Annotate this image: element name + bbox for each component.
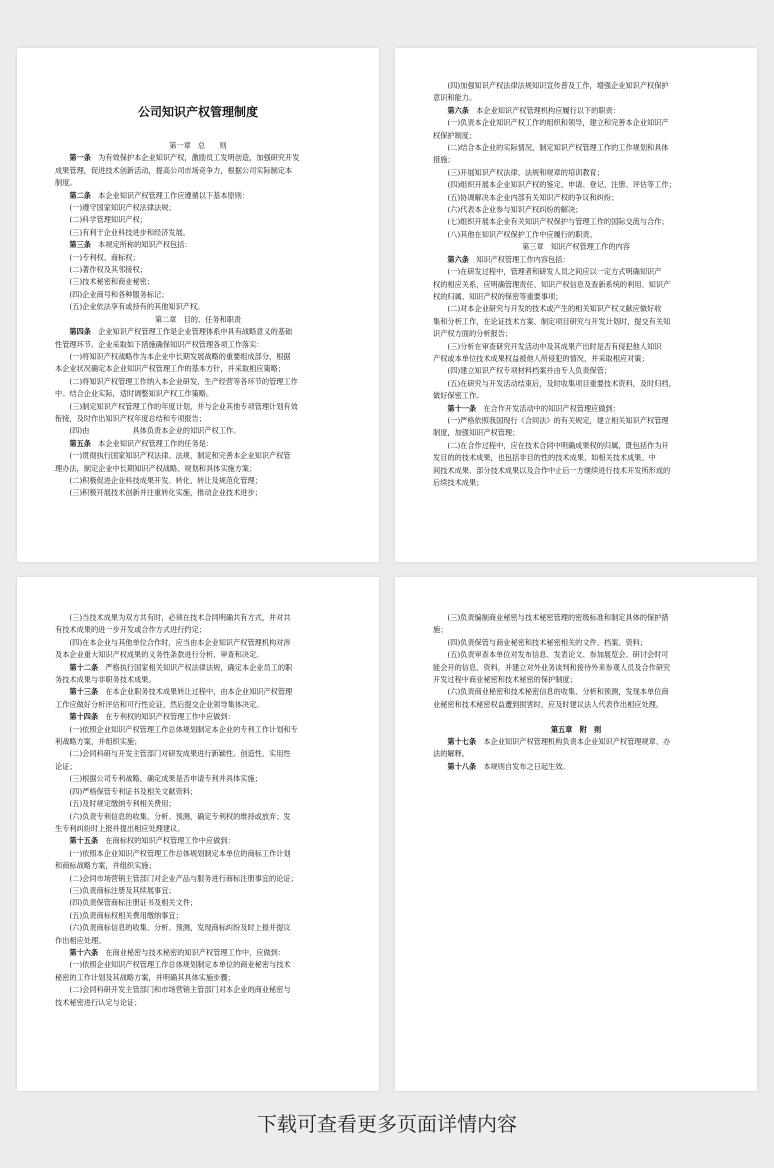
text-line: (一)将知识产权战略作为本企业中长期发展战略的重要组成部分，根据 xyxy=(55,351,291,361)
text-line: (三)分析在审查研究开发活动中及其成果产出时是否有侵犯他人知识 xyxy=(433,341,662,351)
text-line: 和商标战略方案，并组织实施； xyxy=(55,861,156,871)
page-text xyxy=(433,80,719,489)
text-line: (一)遵守国家知识产权法律法规； xyxy=(55,203,176,213)
text-line: (六)负责商业秘密和技术秘密信息的收集、分析和预测，发现本单位商 xyxy=(433,687,669,697)
text-line: (四)负责保管与商业秘密和技术秘密相关的文件、档案、资料； xyxy=(433,637,648,647)
document-page-4 xyxy=(395,577,757,1091)
text-line: (四)企业商号和各种服务标记； xyxy=(55,289,169,299)
text-line: 开发过程中商业秘密和技术秘密的保护制度； xyxy=(433,675,577,685)
text-line: (五)及时规定缴纳专利相关费用； xyxy=(55,799,176,809)
text-line: 做好保密工作。 xyxy=(433,391,484,401)
text-line: 集和分析工作，在论证技术方案、制定项目研究与开发计划时，提交有关知 xyxy=(433,316,671,326)
text-line: 识产权方面的分析报告； xyxy=(433,329,513,339)
text-line: 第十四条 在专利权的知识产权管理工作中应做到： xyxy=(69,712,235,722)
text-line: (二)将知识产权管理工作纳入本企业研发、生产经营等各环节的管理工作 xyxy=(55,376,298,386)
text-line: 第六条 本企业知识产权管理机构应履行以下的职责： xyxy=(447,105,620,115)
text-line: (三)负责编制商业秘密与技术秘密管理的密级标准和制定具体的保护措 xyxy=(433,613,669,622)
text-line: 第十三条 在本企业职务技术成果转让过程中，由本企业知识产权管理 xyxy=(69,687,293,697)
text-line: 有技术成果的进一步开发或合作方式进行约定； xyxy=(55,625,206,635)
text-line: 第一条 为有效保护本企业知识产权，激励员工发明创造，加强研究开发 xyxy=(69,153,300,163)
document-page-2 xyxy=(395,48,757,562)
chapter-heading: 第三章 知识产权管理工作的内容 xyxy=(522,242,630,252)
text-line: 第十八条 本规则自发布之日起生效。 xyxy=(447,761,570,771)
text-line: (二)科学管理知识产权； xyxy=(55,215,147,225)
text-line: (一)负责本企业知识产权工作的组织和领导，建立和完善本企业知识产 xyxy=(433,118,669,128)
text-line: 利战略方案，并组织实施； xyxy=(55,737,142,747)
text-line: (二)对本企业研究与开发的技术或产生的相关知识产权文献应做好收 xyxy=(433,304,662,314)
text-line: 秘密的工作计划及其战略方案，并明确其具体实施步骤； xyxy=(55,972,235,982)
text-line: 第四条 企业知识产权管理工作是企业管理体系中具有战略意义的基础 xyxy=(69,327,293,337)
text-line: (四)组织开展本企业知识产权的鉴定、申请、登记、注册、评估等工作； xyxy=(433,180,676,190)
text-line: (五)负责审查本单位对发布信息、发表论文、参加展览会、研讨会时可 xyxy=(433,650,669,660)
text-line: 第二条 本企业知识产权管理工作应遵循以下基本原则： xyxy=(69,190,250,200)
document-page-3 xyxy=(17,577,379,1091)
document-page-1 xyxy=(17,48,379,562)
text-line: (二)会同市场营销主管部门对企业产品与服务进行商标注册事宜的论证； xyxy=(55,873,298,883)
text-line: 作出相应处理。 xyxy=(55,935,106,945)
text-line: (四)加强知识产权法律法规知识宣传普及工作，增强企业知识产权保护 xyxy=(433,81,669,90)
text-line: (四)由 具体负责本企业的知识产权工作。 xyxy=(55,426,241,436)
chapter-heading: 第五章 附 则 xyxy=(550,724,602,734)
text-line: (一)依照企业知识产权管理工作总体规划制定本企业的专利工作计划和专 xyxy=(55,724,298,734)
page-text xyxy=(55,140,341,500)
text-line: (三)积极开展技术创新并注重转化实施，推动企业技术进步； xyxy=(55,488,262,498)
text-line: (三)负责商标注册及其续展事宜； xyxy=(55,885,176,895)
text-line: (六)代表本企业参与知识产权纠纷的解决； xyxy=(433,205,583,215)
document-title: 公司知识产权管理制度 xyxy=(137,105,258,119)
text-line: (三)技术秘密和商业秘密； xyxy=(55,277,155,287)
text-line: 产权或本单位技术成果权益被他人所侵犯的情况，并采取相应对策； xyxy=(433,353,649,363)
text-line: 技术秘密进行认定与论证； xyxy=(55,997,142,1007)
text-line: 本企业状况确定本企业知识产权管理工作的基本方针，并采取相应策略； xyxy=(55,364,286,374)
text-line: 第十七条 本企业知识产权管理机构负责本企业知识产权管理规章、办 xyxy=(447,737,671,747)
text-line: (三)当技术成果为双方共有时，必须在技术合同明确共有方式，并对共 xyxy=(55,613,291,622)
text-line: 权的相应关系，应明确管理责任、知识产权信息及查新系统的利用、知识产 xyxy=(433,279,671,289)
text-line: (一)贯彻执行国家知识产权法律、法规，制定和完善本企业知识产权管 xyxy=(55,451,291,461)
text-line: 工作应做好分析评估和可行性论证，然后提交企业领导集体决定。 xyxy=(55,699,264,709)
text-line: (七)组织开展本企业有关知识产权保护与管理工作的国际交流与合作； xyxy=(433,217,669,227)
text-line: 第十二条 严格执行国家相关知识产权法律法规，确定本企业员工的职 xyxy=(69,662,293,672)
text-line: 论证； xyxy=(55,761,77,771)
text-line: 第五条 本企业知识产权管理工作的任务是： xyxy=(69,438,214,448)
text-line: (五)企业依法享有或持有的其他知识产权。 xyxy=(55,302,205,312)
text-line: 中。结合企业实际，适时调整知识产权工作策略。 xyxy=(55,389,214,399)
text-line: 制度，加强知识产权管理； xyxy=(433,428,520,438)
text-line: (二)会同科研开发主管部门和市场营销主管部门对本企业的商业秘密与 xyxy=(55,985,291,995)
text-line: (四)负责保管商标注册证书及相关文件； xyxy=(55,898,198,908)
text-line: (一)专利权、商标权； xyxy=(55,252,140,262)
text-line: 后续技术成果； xyxy=(433,478,484,487)
text-line: 权的归属、知识产权的保密等重要事项； xyxy=(433,291,563,301)
text-line: (三)制定知识产权管理工作的年度计划，并与企业其他专项管理计划有效 xyxy=(55,401,298,411)
text-line: 间技术成果、部分技术成果以及合作中止后一方继续进行技术开发所形成的 xyxy=(433,465,671,475)
text-line: 意识和能力。 xyxy=(433,93,477,103)
text-line: 衔接，及时作出知识产权年度总结和专项报告； xyxy=(55,413,206,423)
text-line: (二)在合作过程中，应在技术合同中明确成果权的归属，既包括作为开 xyxy=(433,440,669,450)
text-line: (六)负责专利信息的收集、分析、预测，确定专利权的维持或放弃；发 xyxy=(55,811,291,821)
text-line: 能会开的信息、资料，并建立对外业务谈判和接待外来参观人员及合作研究 xyxy=(433,662,671,672)
text-line: 生专利纠纷时上报并提出相应处理建议。 xyxy=(55,823,185,833)
chapter-heading: 第一章 总 则 xyxy=(169,141,227,150)
text-line xyxy=(433,711,719,723)
text-line: 法的解释。 xyxy=(433,749,469,759)
text-line: (五)协调解决本企业内部有关知识产权的争议和纠纷； xyxy=(433,192,619,202)
download-more-link[interactable]: 下载可查看更多页面详情内容 xyxy=(257,1112,517,1136)
text-line: (一)在研发过程中，管理者和研发人员之间应以一定方式明确知识产 xyxy=(433,267,662,277)
text-line: (六)负责商标信息的收集、分析、预测，发现商标纠纷及时上报并提议 xyxy=(55,923,291,933)
text-line: (二)积极促进企业科技成果开发、转化、转让及规范化管理； xyxy=(55,475,262,485)
text-line: 制度。 xyxy=(55,178,77,188)
text-line: (一)依照本企业知识产权管理工作总体规划制定本单位的商标工作计划 xyxy=(55,848,291,858)
text-line: (一)依照企业知识产权管理工作总体规划制定本单位的商业秘密与技术 xyxy=(55,960,291,970)
text-line: 业秘密和技术秘密权益遭到损害时，应及时建议法人代表作出相应处理。 xyxy=(433,699,664,709)
text-line: (二)结合本企业的实际情况，制定知识产权管理工作的工作规划和具体 xyxy=(433,143,669,153)
text-line: (三)有利于企业科技进步和经济发展。 xyxy=(55,227,190,237)
text-line: 第十六条 在商业秘密与技术秘密的知识产权管理工作中，应做到： xyxy=(69,947,286,957)
text-line: 第六条 知识产权管理工作内容包括： xyxy=(447,254,570,264)
text-line: 及本企业重大知识产权成果的义务性条款进行分析、审查和决定。 xyxy=(55,650,264,660)
text-line: 权保护制度； xyxy=(433,130,477,140)
text-line: (四)严格保管专利证书及相关文献资料； xyxy=(55,786,198,796)
text-line: 理办法，制定企业中长期知识产权战略、规划和具体实施方案； xyxy=(55,463,257,473)
text-line: (二)会同科研与开发主管部门对研发成果进行新颖性、创造性、实用性 xyxy=(55,749,291,759)
text-line: (八)其他在知识产权保护工作中应履行的职责。 xyxy=(433,229,597,239)
text-line: (三)根据公司专利战略，确定成果是否申请专利并具体实施； xyxy=(55,774,262,784)
text-line: (二)著作权及其邻接权； xyxy=(55,265,147,275)
text-line: 第十一条 在合作开发活动中的知识产权管理应做到： xyxy=(447,403,620,413)
text-line: (一)严格依照我国现行《合同法》的有关规定，建立相关知识产权管理 xyxy=(433,415,669,425)
text-line: 成果管理，促进技术创新活动，提高公司市场竞争力，根据公司实际制定本 xyxy=(55,165,293,175)
text-line: 施； xyxy=(433,625,448,635)
text-line: (三)开展知识产权法律、法规和规章的培训教育； xyxy=(433,167,604,177)
page-text xyxy=(433,612,719,773)
text-line: 措施； xyxy=(433,155,455,165)
text-line: 第十五条 在商标权的知识产权管理工作中应做到： xyxy=(69,836,235,846)
page-text xyxy=(55,612,341,1009)
text-line: 发目的的技术成果，也包括非目的性的技术成果，如相关技术成果、中 xyxy=(433,453,656,463)
text-line: (四)建立知识产权专项材料档案并由专人负责保管； xyxy=(433,366,612,376)
text-line: (四)在本企业与其他单位合作时，应当由本企业知识产权管理机构对涉 xyxy=(55,637,291,647)
text-line: (五)在研究与开发活动结束后，及时收集项目重要技术资料，及时归档， xyxy=(433,378,676,388)
text-line: 第三条 本规定所称的知识产权包括： xyxy=(69,240,192,250)
text-line: (五)负责商标权相关费用缴纳事宜； xyxy=(55,910,183,920)
text-line: 务技术成果与非职务技术成果。 xyxy=(55,675,156,685)
chapter-heading: 第二章 目的、任务和职责 xyxy=(154,314,242,324)
text-line: 性管理环节。企业采取如下措施确保知识产权管理各项工作落实： xyxy=(55,339,264,349)
